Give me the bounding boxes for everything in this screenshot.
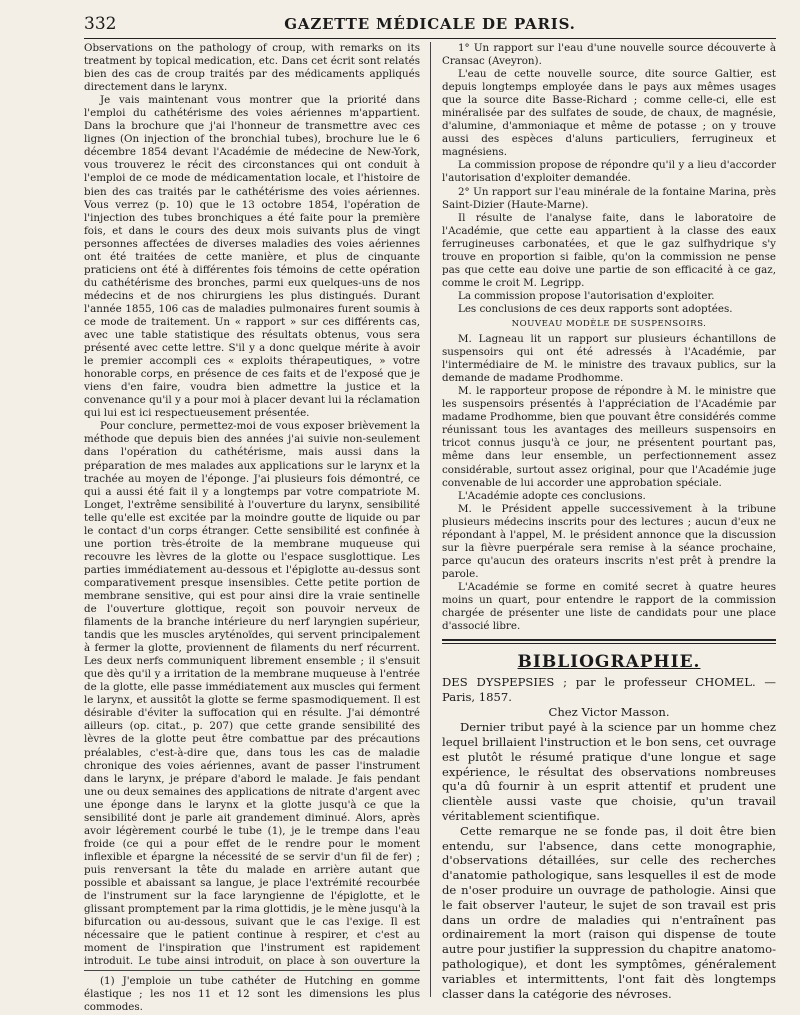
paragraph: Dernier tribut payé à la science par un homme chez lequel brillaient l'instruction et le bon sens, cet ouvrage est plutôt le résumé pratique d'une longue et sage expérience, le résultat des observations nombreuses qu'a dû fournir à un esprit attentif et prudent une clientèle aussi vaste que choisie, qu'un travail véritablement scientifique. xyxy=(442,720,776,823)
paragraph: M. le Président appelle successivement à la tribune plusieurs médecins inscrits pour des lectures ; aucun d'eux ne répondant à l'appel, M. le président annonce que la discussion sur la fièvre puerpérale sera remise à la séance prochaine, parce qu'aucun des orateurs inscrits n'est prêt à prendre la parole. xyxy=(442,502,776,580)
book-reference xyxy=(442,675,776,720)
right-column xyxy=(442,42,776,1000)
paragraph: M. le rapporteur propose de répondre à M. le ministre que les suspensoirs présentés à l'appréciation de l'Académie par madame Prodhomme, bien que pouvant être considérés comme réunissant tous les avantages des meilleurs suspensoirs en tricot connus jusqu'à ce jour, ne présentent pourtant pas, même dans leur ensemble, un perfectionnement assez considérable, surtout assez original, pour que l'Académie juge convenable de lui accorder une approbation spéciale. xyxy=(442,385,776,489)
paragraph: Il résulte de l'analyse faite, dans le laboratoire de l'Académie, que cette eau appartient à la classe des eaux ferrugineuses carbonatées, et que le gaz sulfhydrique s'y trouve en proportion si faible, qu'on la commission ne pense pas que cette eau doive une partie de son efficacité à ce gaz, comme le croit M. Legripp. xyxy=(442,211,776,289)
bibliography-body xyxy=(442,720,776,1000)
section-rule xyxy=(442,639,776,644)
paragraph: M. Lagneau lit un rapport sur plusieurs échantillons de suspensoirs qui ont été adressés à l'Académie, par l'intermédiaire de M. le ministre des travaux publics, sur la demande de madame Prodhomme. xyxy=(442,333,776,385)
paragraph: Cette remarque ne se fonde pas, il doit être bien entendu, sur l'absence, dans cette monographie, d'observations détaillées, sur celle des recherches d'anatomie pathologique, sans lesquelles il est de mode de n'oser produire un ouvrage de pathologie. Ainsi que le fait observer l'auteur, le sujet de son travail est pris dans un ordre de maladies qui n'entraînent pas ordinairement la mort (raison qui dispense de toute autre pour justifier la suppression du chapitre anatomo-pathologique), et dont les symptômes, généralement variables et intermittents, l'ont fait dès longtemps classer dans la catégorie des névroses. xyxy=(442,823,776,1000)
paragraph: La commission propose l'autorisation d'exploiter. xyxy=(458,289,715,302)
suspensoirs-heading: NOUVEAU MODÈLE DE SUSPENSOIRS. xyxy=(511,318,707,329)
book-publisher: Chez Victor Masson. xyxy=(548,705,670,720)
left-column xyxy=(84,42,420,967)
running-title: GAZETTE MÉDICALE DE PARIS. xyxy=(284,15,576,33)
paragraph: Je vais maintenant vous montrer que la priorité dans l'emploi du cathétérisme des voies aériennes m'appartient. Dans la brochure que j'ai l'honneur de transmettre avec ces lignes (On injection of the bronchial tubes), brochure lue le 6 décembre 1854 devant l'Académie de médecine de New-York, vous trouverez le récit des circonstances qui ont conduit à l'emploi de ce mode de médicamentation locale, et l'histoire de bien des cas traités par le cathétérisme des voies aériennes. Vous verrez (p. 10) que le 13 octobre 1854, l'opération de l'injection des tubes bronchiques a été faite pour la première fois, et dans le cours des deux mois suivants plus de vingt personnes affectées de diverses maladies des voies aériennes ont été traitées de cette manière, et plus de cinquante praticiens ont été à différentes fois témoins de cette opération du cathétérisme des bronches, parmi eux quelques-uns de nos médecins et de nos chirurgiens les plus distingués. Durant l'année 1855, 106 cas de maladies pulmonaires furent soumis à ce mode de traitement. Un « rapport » sur ces différents cas, avec une table statistique des résultats obtenus, vous sera présenté avec cette lettre. S'il y a donc quelque mérite à avoir le premier accompli ces « exploits thérapeutiques, » votre honorable corps, en présence de ces faits et de l'exposé que je viens d'en faire, voudra bien admettre la justice et la convenance qu'il y a pour moi à placer devant lui la réclamation qui lui est ici respectueusement présentée. xyxy=(84,94,420,420)
paragraph: 1° Un rapport sur l'eau d'une nouvelle source découverte à Cransac (Aveyron). xyxy=(442,42,776,68)
book-line: DES DYSPEPSIES ; par le professeur CHOMEL. — Paris, 1857. xyxy=(442,675,776,705)
paragraph: Pour conclure, permettez-moi de vous exposer brièvement la méthode que depuis bien des années j'ai suivie non-seulement dans l'opération du cathétérisme, mais aussi dans la préparation de mes malades aux applications sur le larynx et la trachée au moyen de l'éponge. J'ai plusieurs fois démontré, ce qui a aussi été fait il y a longtemps par votre compatriote M. Longet, l'extrême sensibilité à l'ouverture du larynx, sensibilité telle qu'elle est excitée par la moindre goutte de liquide ou par le contact d'un corps étranger. Cette sensibilité est confinée à une portion très-étroite de la membrane muqueuse qui recouvre les lèvres de la glotte ou l'espace susglottique. Les parties immédiatement au-dessous et l'épiglotte au-dessus sont comparativement presque insensibles. Cette petite portion de membrane sensitive, qui est pour ainsi dire la vraie sentinelle de l'ouverture glottique, reçoit son pouvoir nerveux de filaments de la branche intérieure du nerf laryngien supérieur, tandis que les muscles aryténoïdes, qui servent principalement à fermer la glotte, proviennent de filaments du nerf récurrent. Les deux nerfs communiquent librement ensemble ; il s'ensuit que dès qu'il y a irritation de la membrane muqueuse à l'entrée de la glotte, elle passe immédiatement aux muscles qui ferment le larynx, et aussitôt la glotte se ferme spasmodiquement. Il est désirable d'éviter la suffocation qui en résulte. J'ai démontré ailleurs (op. citat., p. 207) que cette grande sensibilité des lèvres de la glotte peut être combattue par des précautions préalables, c'est-à-dire que, dans tous les cas de maladie chronique des voies aériennes, avant de passer l'instrument dans le larynx, je prépare d'abord le malade. Je fais pendant une ou deux semaines des applications de nitrate d'argent avec une éponge dans le larynx et la glotte jusqu'à ce que la sensibilité dont je parle ait grandement diminué. Alors, après avoir légèrement courbé le tube (1), je le trempe dans l'eau froide (ce qui a pour effet de le rendre pour le moment inflexible et épargne la nécessité de se servir d'un fil de fer) ; puis renversant la tête du malade en arrière autant que possible et abaissant sa langue, je place l'extrémité recourbée de l'instrument sur la face laryngienne de l'épiglotte, et le glissant promptement par la rima glottidis, je le mène jusqu'à la bifurcation ou au-dessous, suivant que le cas l'exige. Il est nécessaire que le patient continue à respirer, et c'est au moment de l'inspiration que l'instrument est rapidement introduit. Le tube ainsi introduit, on place à son ouverture la xyxy=(84,420,420,967)
paragraph: Les conclusions de ces deux rapports sont adoptées. xyxy=(458,302,733,315)
paragraph: 2° Un rapport sur l'eau minérale de la fontaine Marina, près Saint-Dizier (Haute-Marne). xyxy=(442,185,776,211)
page-number: 332 xyxy=(84,14,117,34)
paragraph: L'Académie se forme en comité secret à quatre heures moins un quart, pour entendre le rapport de la commission chargée de présenter une liste de candidats pour une place d'associé libre. xyxy=(442,580,776,633)
column-divider xyxy=(430,42,431,997)
paragraph: La commission propose de répondre qu'il y a lieu d'accorder l'autorisation d'exploiter demandée. xyxy=(442,159,776,185)
paragraph: L'Académie adopte ces conclusions. xyxy=(458,489,646,502)
paragraph: L'eau de cette nouvelle source, dite source Galtier, est depuis longtemps employée dans le pays aux mêmes usages que la source dite Basse-Richard ; comme celle-ci, elle est minéralisée par des sulfates de soude, de chaux, de magnésie, d'alumine, d'ammoniaque et même de potasse ; on y trouve aussi des espèces d'aluns particuliers, ferrugineux et magnésiens. xyxy=(442,68,776,159)
bibliography-title: BIBLIOGRAPHIE. xyxy=(517,652,701,673)
page-header xyxy=(84,12,776,39)
footnote: (1) J'emploie un tube cathéter de Hutching en gomme élastique ; les nos 11 et 12 sont les dimensions les plus commodes. xyxy=(84,975,420,1013)
paragraph: Observations on the pathology of croup, with remarks on its treatment by topical medication, etc. Dans cet écrit sont relatés bien des cas de croup traités par des médicaments appliqués directement dans le larynx. xyxy=(84,42,420,94)
footnote-area xyxy=(84,970,420,1014)
